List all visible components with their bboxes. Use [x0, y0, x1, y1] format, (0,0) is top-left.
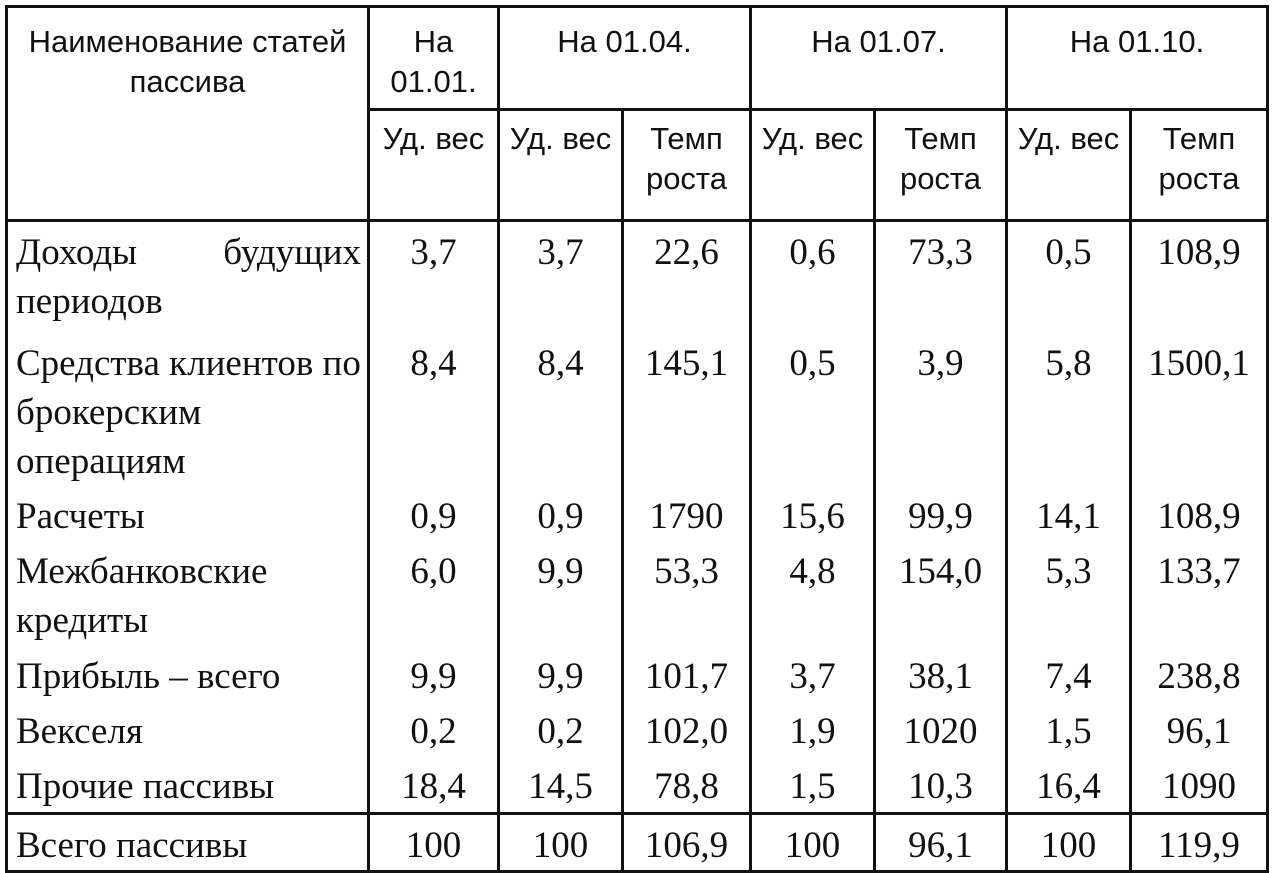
table-cell: 100 — [1007, 814, 1131, 872]
table-cell: 73,3 — [875, 221, 1007, 333]
table-cell: 6,0 — [369, 541, 499, 646]
table-row-total — [7, 814, 1268, 872]
table-cell: 14,1 — [1007, 486, 1131, 541]
table-cell: 133,7 — [1131, 541, 1268, 646]
table-cell: 100 — [369, 814, 499, 872]
table-cell: 5,3 — [1007, 541, 1131, 646]
table-cell: 53,3 — [623, 541, 751, 646]
table-cell: 18,4 — [369, 756, 499, 814]
header-period-0110: На 01.10. — [1007, 7, 1268, 110]
table-cell: 108,9 — [1131, 221, 1268, 333]
subheader-share: Уд. вес — [751, 110, 875, 221]
subheader-growth: Темп роста — [875, 110, 1007, 221]
row-name: Средства клиентов по брокерским операциям — [7, 333, 369, 486]
liabilities-table — [5, 5, 1269, 873]
table-cell: 9,9 — [499, 541, 623, 646]
table-cell: 108,9 — [1131, 486, 1268, 541]
table-row — [7, 646, 1268, 701]
row-name: Векселя — [7, 701, 369, 756]
table-cell: 100 — [499, 814, 623, 872]
table-cell: 238,8 — [1131, 646, 1268, 701]
total-row-name: Всего пассивы — [7, 814, 369, 872]
table-cell: 16,4 — [1007, 756, 1131, 814]
subheader-share: Уд. вес — [499, 110, 623, 221]
table-cell: 9,9 — [499, 646, 623, 701]
table-cell: 0,2 — [369, 701, 499, 756]
subheader-growth: Темп роста — [623, 110, 751, 221]
table-cell: 22,6 — [623, 221, 751, 333]
table-row — [7, 486, 1268, 541]
table-cell: 15,6 — [751, 486, 875, 541]
table-row — [7, 756, 1268, 814]
table-cell: 145,1 — [623, 333, 751, 486]
table-cell: 0,2 — [499, 701, 623, 756]
row-name: Расчеты — [7, 486, 369, 541]
table-cell: 7,4 — [1007, 646, 1131, 701]
table-row — [7, 221, 1268, 333]
table-cell: 1020 — [875, 701, 1007, 756]
subheader-share: Уд. вес — [369, 110, 499, 221]
header-period-0104: На 01.04. — [499, 7, 751, 110]
table-cell: 102,0 — [623, 701, 751, 756]
table-cell: 4,8 — [751, 541, 875, 646]
table-cell: 5,8 — [1007, 333, 1131, 486]
table-cell: 106,9 — [623, 814, 751, 872]
table-cell: 3,7 — [499, 221, 623, 333]
header-period-0107: На 01.07. — [751, 7, 1007, 110]
table-cell: 14,5 — [499, 756, 623, 814]
table-cell: 9,9 — [369, 646, 499, 701]
table-cell: 0,9 — [499, 486, 623, 541]
table-cell: 0,5 — [751, 333, 875, 486]
table-cell: 1,9 — [751, 701, 875, 756]
table-row — [7, 333, 1268, 486]
table-cell: 154,0 — [875, 541, 1007, 646]
table-cell: 0,5 — [1007, 221, 1131, 333]
table-cell: 96,1 — [1131, 701, 1268, 756]
subheader-share: Уд. вес — [1007, 110, 1131, 221]
table-cell: 1090 — [1131, 756, 1268, 814]
table-cell: 101,7 — [623, 646, 751, 701]
row-name: Прочие пассивы — [7, 756, 369, 814]
table-cell: 8,4 — [369, 333, 499, 486]
table-cell: 99,9 — [875, 486, 1007, 541]
table-cell: 3,9 — [875, 333, 1007, 486]
table-cell: 3,7 — [751, 646, 875, 701]
table-row — [7, 541, 1268, 646]
row-name: Прибыль – всего — [7, 646, 369, 701]
table-cell: 0,6 — [751, 221, 875, 333]
header-period-0101: На 01.01. — [369, 7, 499, 110]
header-item-name: Наименование статей пассива — [7, 7, 369, 221]
table-cell: 1500,1 — [1131, 333, 1268, 486]
table-cell: 119,9 — [1131, 814, 1268, 872]
subheader-growth: Темп роста — [1131, 110, 1268, 221]
table-cell: 96,1 — [875, 814, 1007, 872]
table-row — [7, 701, 1268, 756]
table-cell: 78,8 — [623, 756, 751, 814]
table-cell: 100 — [751, 814, 875, 872]
table-cell: 0,9 — [369, 486, 499, 541]
table-cell: 1,5 — [1007, 701, 1131, 756]
row-name: Межбанковские кредиты — [7, 541, 369, 646]
table-cell: 38,1 — [875, 646, 1007, 701]
table-cell: 10,3 — [875, 756, 1007, 814]
table-cell: 1790 — [623, 486, 751, 541]
row-name: Доходы будущих периодов — [7, 221, 369, 333]
table-cell: 3,7 — [369, 221, 499, 333]
table-cell: 8,4 — [499, 333, 623, 486]
table-cell: 1,5 — [751, 756, 875, 814]
